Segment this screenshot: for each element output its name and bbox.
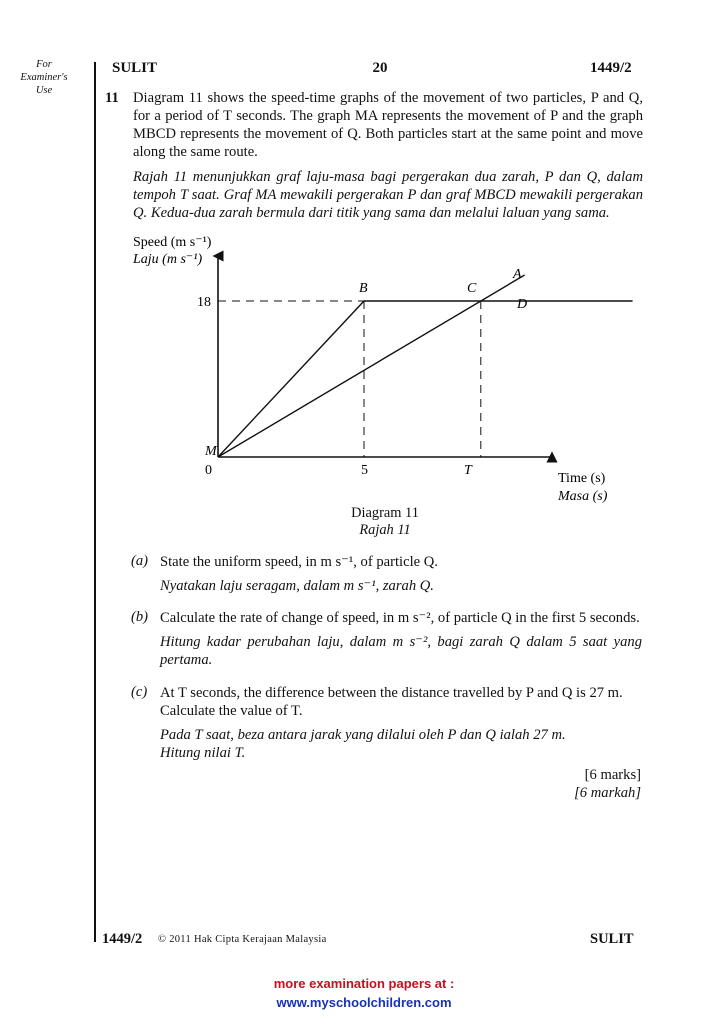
header-sulit: SULIT xyxy=(112,60,158,76)
footer-code: 1449/2 xyxy=(102,931,143,947)
footer-copyright: © 2011 Hak Cipta Kerajaan Malaysia xyxy=(158,934,327,945)
part-b-english: Calculate the rate of change of speed, in m s⁻², of particle Q in the first 5 seconds. xyxy=(160,610,640,626)
part-c-malay-2: Hitung nilai T. xyxy=(160,745,246,761)
point-label-M: M xyxy=(205,444,217,459)
part-a-malay: Nyatakan laju seragam, dalam m s⁻¹, zarah Q. xyxy=(160,578,434,594)
point-label-D: D xyxy=(517,297,528,312)
x-tick-T: T xyxy=(464,463,472,478)
x-tick-0: 0 xyxy=(205,463,212,478)
y-tick-18: 18 xyxy=(197,295,211,310)
part-c xyxy=(160,684,642,762)
part-a-english: State the uniform speed, in m s⁻¹, of particle Q. xyxy=(160,554,438,570)
question-english: Diagram 11 shows the speed-time graphs of the movement of two particles, P and Q, for a period of T seconds. The graph MA represents the movement of P and the graph MBCD represents the movement of Q. Both particles start at the same point and move along the same route. xyxy=(133,90,643,160)
part-b-malay: Hitung kadar perubahan laju, dalam m s⁻², bagi zarah Q dalam 5 saat yang pertama. xyxy=(160,634,642,668)
part-a-label: (a) xyxy=(131,553,149,569)
part-b-label: (b) xyxy=(131,609,149,625)
part-c-english-1: At T seconds, the difference between the distance travelled by P and Q is 27 m. xyxy=(160,685,623,701)
part-a xyxy=(160,553,640,595)
promo-link[interactable]: www.myschoolchildren.com xyxy=(276,995,452,1010)
x-axis-label: Time (s) xyxy=(558,471,606,486)
y-axis-label-malay: Laju (m s⁻¹) xyxy=(133,252,203,267)
footer-sulit: SULIT xyxy=(590,931,634,947)
series-line-MA xyxy=(218,275,528,457)
promo-line-1: more examination papers at : xyxy=(273,976,455,991)
x-axis-label-malay: Masa (s) xyxy=(558,489,608,504)
margin-line-3: Use xyxy=(35,85,53,96)
question-malay: Rajah 11 menunjukkan graf laju-masa bagi pergerakan dua zarah, P dan Q, dalam tempoh T saat. Graf MA mewakili pergerakan P dan graf MBCD mewakili pergerakan Q. Kedua-dua zarah bermula dari titik yang sama dan melalui laluan yang sama. xyxy=(133,169,643,221)
question-number: 11 xyxy=(105,90,119,106)
examiner-margin-label xyxy=(4,58,84,97)
paper-code: 1449/2 xyxy=(590,60,632,76)
diagram-caption xyxy=(300,505,470,539)
margin-line-2: Examiner's xyxy=(20,72,68,83)
x-tick-5: 5 xyxy=(361,463,368,478)
point-label-B: B xyxy=(359,281,368,296)
speed-time-graph xyxy=(0,220,728,540)
marks-malay: [6 markah] xyxy=(574,785,641,801)
series-line-MBCD xyxy=(218,301,633,457)
part-c-malay-1: Pada T saat, beza antara jarak yang dilalui oleh P dan Q ialah 27 m. xyxy=(160,727,566,743)
part-c-label: (c) xyxy=(131,684,148,700)
margin-line-1: For xyxy=(36,59,52,70)
page-number: 20 xyxy=(372,60,388,76)
y-axis-label: Speed (m s⁻¹) xyxy=(133,235,212,250)
caption-english: Diagram 11 xyxy=(351,505,419,521)
question-stem xyxy=(133,89,643,222)
part-c-english-2: Calculate the value of T. xyxy=(160,703,303,719)
marks-english: [6 marks] xyxy=(584,767,641,783)
caption-malay: Rajah 11 xyxy=(359,522,411,538)
point-label-A: A xyxy=(513,267,522,282)
point-label-C: C xyxy=(467,281,477,296)
part-b xyxy=(160,609,642,669)
